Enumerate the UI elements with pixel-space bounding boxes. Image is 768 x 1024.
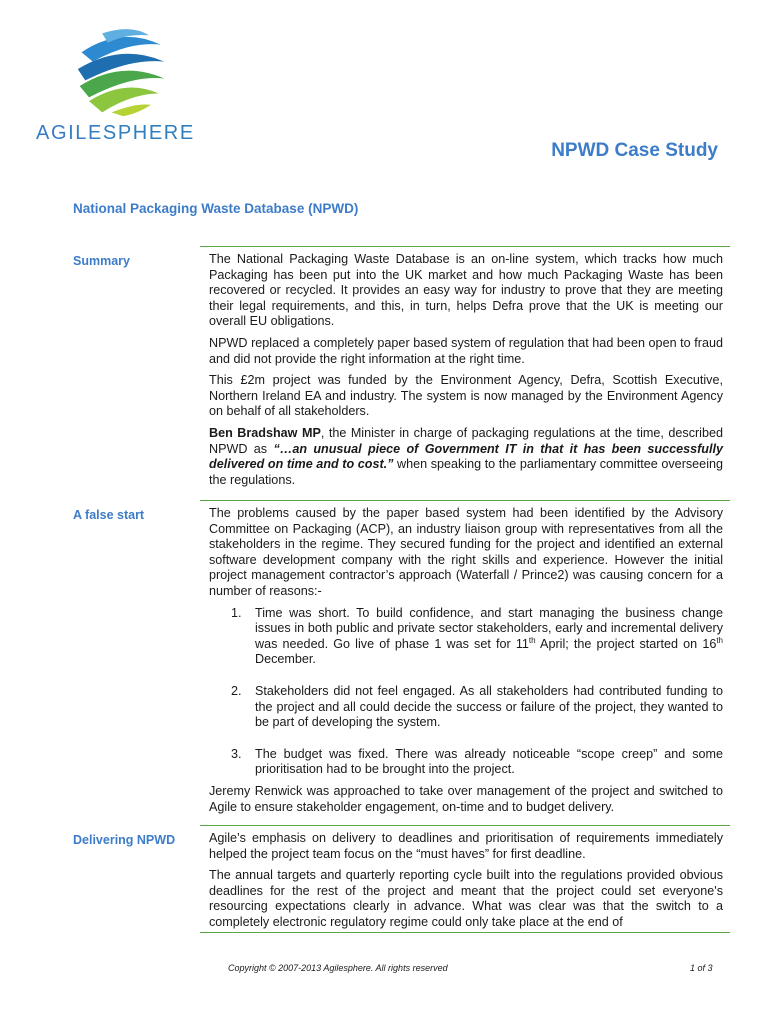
logo-wordmark [36,122,195,145]
summary-paragraph: NPWD replaced a completely paper based system of regulation that had been open to fraud and did not provide the right information at the right time. [209,335,723,366]
logo-word-sphere: SPHERE [102,122,195,144]
minister-quote-paragraph: Ben Bradshaw MP, the Minister in charge of packaging regulations at the time, described NPWD as “…an unusual piece of Government IT in that it has been successfully delivered on time and to cost.” when speaking to the parliamentary committee overseeing the regulations. [209,425,724,487]
quote-text: “…an unusual piece of Government IT in that it has been successfully delivered on time and to cost.” [209,441,724,472]
false-start-paragraph: The problems caused by the paper based system had been identified by the Advisory Committee on Packaging (ACP), an industry liaison group with representatives from all the stakeholders in the regime. They secured funding for the project and identified an external software development company with the right skills and experience. However the initial project management contractor’s approach (Waterfall / Prince2) was causing concern for a number of reasons:- [209,506,723,598]
list-item: 3. The budget was fixed. There was already noticeable “scope creep” and some prioritisation had to be brought into the project. [231,746,723,777]
summary-section [209,252,723,494]
false-start-label: A false start [73,508,145,522]
list-item: 1. Time was short. To build confidence, and start managing the business change issues in both public and private sector stakeholders, early and incremental delivery was needed. Go live of phase 1 was set for 11th April; the project started on 16th December. [231,605,723,667]
summary-paragraph: The National Packaging Waste Database is an on-line system, which tracks how much Packaging has been put into the UK market and how much Packaging Waste has been recovered or recycled. It provides an easy way for industry to prove that they are meeting their legal requirements, and this, in turn, helps Defra prove that the UK is meeting our overall EU obligations. [209,252,723,329]
divider [200,246,730,247]
sphere-logo-icon [74,24,168,118]
summary-label: Summary [73,254,130,268]
delivering-paragraph: Agile’s emphasis on delivery to deadlines and prioritisation of requirements immediately helped the project team focus on the “must haves” for first deadline. [209,831,723,861]
false-start-section [209,506,723,821]
summary-paragraph: This £2m project was funded by the Environment Agency, Defra, Scottish Executive, Northern Ireland EA and industry. The system is now managed by the Environment Agency on behalf of all stakeholders. [209,373,723,419]
delivering-section [209,831,723,937]
section-title: National Packaging Waste Database (NPWD) [73,201,359,216]
document-title: NPWD Case Study [551,140,718,161]
delivering-paragraph: The annual targets and quarterly reporting cycle built into the regulations provided obvious deadlines for the rest of the project and meant that the project could set everyone's resourcing expectations clearly in advance. What was clear was that the switch to a completely electronic regulatory regime could only take place at the end of [209,868,723,929]
divider [200,932,730,933]
delivering-label: Delivering NPWD [73,833,176,847]
minister-name: Ben Bradshaw MP [209,425,321,440]
company-logo [36,24,226,149]
false-start-paragraph: Jeremy Renwick was approached to take over management of the project and switched to Agile to ensure stakeholder engagement, on-time and to budget delivery. [209,783,723,814]
divider [200,500,730,501]
logo-word-agile: AGILE [36,122,103,144]
copyright-notice: Copyright © 2007-2013 Agilesphere. All rights reserved [228,963,448,973]
divider [200,825,730,826]
list-item: 2. Stakeholders did not feel engaged. As all stakeholders had contributed funding to the project and all could decide the success or failure of the project, they wanted to be part of developing the system. [231,683,723,730]
page-number: 1 of 3 [690,963,713,973]
